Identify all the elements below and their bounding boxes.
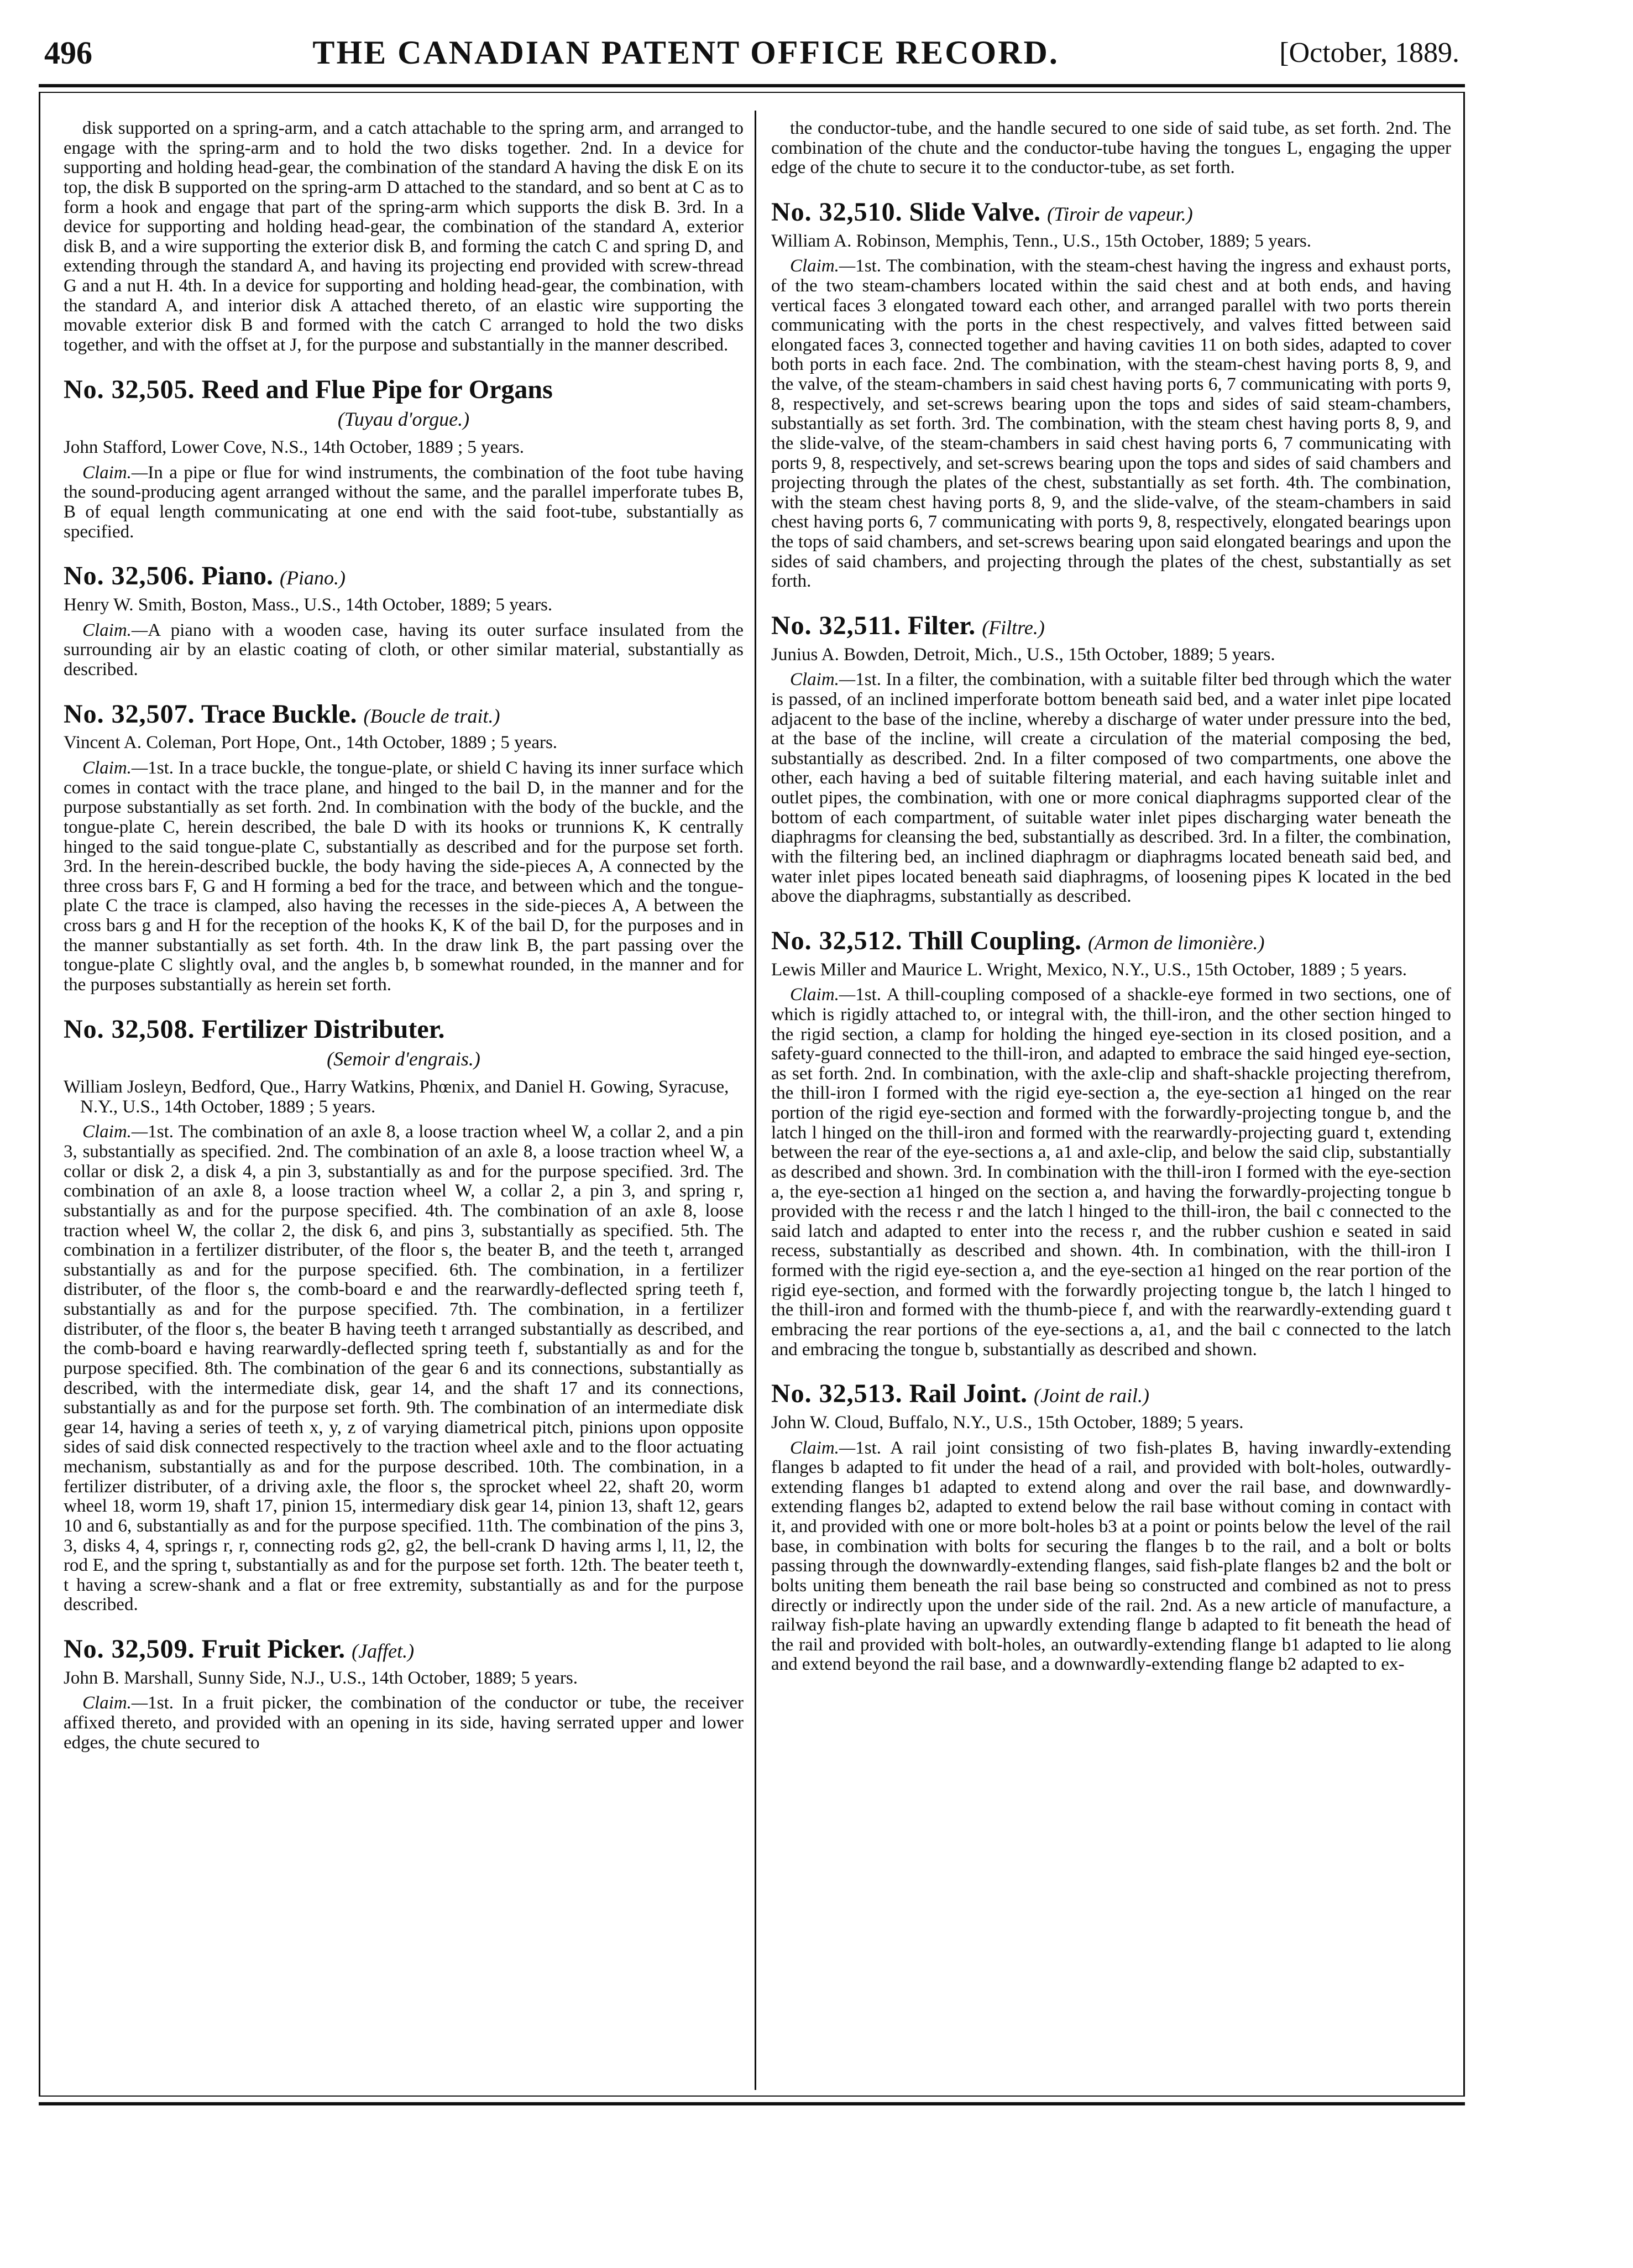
patent-number: No. 32,505. [64,374,195,404]
patentee-line: Junius A. Bowden, Detroit, Mich., U.S., 15th October, 1889; 5 years. [771,644,1275,665]
issue-date: [October, 1889. [1279,36,1459,69]
patent-entry [64,1635,744,1753]
patentee-line: John Stafford, Lower Cove, N.S., 14th October, 1889 ; 5 years. [64,437,525,458]
claim-body: 1st. A thill-coupling composed of a shackle-eye formed in two sections, one of which is rigidly attached to, or integral with, the thill-iron, and the other section hinged to the rigid section, a clamp for holding the hinged eye-section in its closed position, and a safety-guard connected to the thill-iron, and adapted to embrace the said hinged eye-section, as set forth. 2nd. In combination, with the axle-clip and shaft-shackle projecting therefrom, the thill-iron I formed with the rigid eye-section a, the eye-section a1 hinged on the rear portion of the rigid eye-section and formed with the forwardly-projecting tongue b, and the latch l hinged on the thill-iron and formed with the rearwardly-projecting guard t, extending between the rear of the eye-sections a, a1 and axle-clip, and below the said clip, substantially as described and shown. 3rd. In combination with the thill-iron I formed with the eye-section a, the eye-section a1 hinged on the section a, and having the forwardly-projecting tongue b provided with the recess r and the latch l hinged to the thill-iron, the bail c connected to the said latch and adapted to enter into the recess r, and the rubber cushion e seated in said recess, substantially as described and shown. 4th. In combination, with the thill-iron I formed with the rigid eye-section a, and the eye-section a1 hinged on the rear portion of the rigid eye-section, and formed with the forwardly projecting tongue b, the latch l hinged to the thill-iron and formed with the thumb-piece f, and with the rearwardly-extending guard t embracing the rear portions of the eye-sections a, a1, and the bail c connected to the latch and embracing the tongue b, substantially as described and shown. [771,985,1451,1360]
claim-label: Claim.— [790,985,856,1005]
patentee-line: Henry W. Smith, Boston, Mass., U.S., 14th October, 1889; 5 years. [64,595,553,615]
continuation-text: disk supported on a spring-arm, and a catch attachable to the spring arm, and arranged to engage with the spring-arm and to hold the two disks together. 2nd. In a device for supporting and holding head-gear, the combination of the standard A having the disk E on its top, the disk B supported on the spring-arm D attached to the standard, and so bent at C as to form a hook and engage that part of the spring-arm which supports the disk B. 3rd. In a device for supporting and holding head-gear, the combination of the standard A, exterior disk B, and a wire supporting the exterior disk B, and forming the catch C and spring D, and extending through the standard A, and having its projecting end provided with screw-thread G and a nut H. 4th. In a device for supporting and holding head-gear, the combination, with the standard A, and interior disk A attached thereto, of an elastic wire supporting the movable exterior disk B and formed with the catch C arranged to hold the two disks together, and with the offset at J, for the purpose and substantially in the manner described. [64,119,744,355]
claim-body: 1st. In a trace buckle, the tongue-plate, or shield C having its inner surface which comes in contact with the trace plane, and hinged to the bail D, in the manner and for the purpose substantially as set forth. 2nd. In combination with the body of the buckle, and the tongue-plate C, herein described, the bale D with its hooks or trunnions K, K centrally hinged to the said tongue-plate C, substantially as described and for the purpose set forth. 3rd. In the herein-described buckle, the body having the side-pieces A, A connected by the three cross bars F, G and H forming a bed for the trace, and between which and the tongue-plate C the trace is clamped, also having the recesses in the side-pieces A, A between the cross bars g and H for the reception of the hooks K, K of the bail D, for the purposes and in the manner substantially as set forth. 4th. In the draw link B, the part passing over the tongue-plate C slightly oval, and the angles b, b somewhat rounded, in the manner and for the purposes substantially as herein set forth. [64,758,744,995]
patent-title: Fertilizer Distributer. [201,1014,445,1044]
page-header [44,28,1459,77]
patent-title: Rail Joint. [909,1379,1028,1409]
claim-body: A piano with a wooden case, having its outer surface insulated from the surrounding air by an elastic coating of cloth, or other similar material, substantially as described. [64,620,744,680]
claim-label: Claim.— [790,256,856,276]
patent-title: Reed and Flue Pipe for Organs [201,374,553,404]
patent-entry [64,562,744,680]
claim-label: Claim.— [790,670,856,690]
patent-heading [771,198,1451,227]
frame-left [39,92,40,2096]
patent-list-right [771,198,1451,1675]
french-title: (Filtre.) [982,616,1045,639]
patent-heading [64,700,744,729]
header-rule-top [39,84,1465,87]
footer-rule-bottom [39,2102,1465,2105]
patent-title: Filter. [908,610,976,640]
claim-paragraph [771,670,1451,907]
patent-title: Fruit Picker. [201,1634,346,1664]
patent-number: No. 32,512. [771,926,903,955]
patentee-line: Vincent A. Coleman, Port Hope, Ont., 14th October, 1889 ; 5 years. [64,733,558,753]
patent-number: No. 32,507. [64,699,195,729]
left-column [64,119,744,2087]
claim-label: Claim.— [82,1693,148,1713]
claim-body: 1st. The combination, with the steam-chest having the ingress and exhaust ports, of the two steam-chambers located within the said chest and at both ends, and having vertical faces 3 elongated toward each other, and arranged parallel with two ports therein communicating with the ports in the chest respectively, and valves fitted between said elongated faces 3, connected together and having cavities 11 on both sides, adapted to cover both ports in each face. 2nd. The combination, with the steam-chest having ports 8, 9, and the valve, of the steam-chambers in said chest having ports 6, 7 communicating with ports 9, 8, respectively, and set-screws bearing upon the tops and sides of said steam-chambers, substantially as set forth. 3rd. The combination, with the steam chest having ports 8, 9, and the slide-valve, of the steam-chambers in said chest having ports 6, 7 communicating with ports 9, 8, respectively, and set-screws bearing upon the tops and sides of said chambers and projecting through the plates of the chest, substantially as set forth. 4th. The combination, with the steam chest having ports 8, 9, and the slide-valve, of the steam-chambers in said chest having ports 6, 7 communicating with ports 9, 8, respectively, elongated bearings upon the tops of said chambers, and set-screws bearing upon said elongated bearings and upon the sides of said chambers, and projecting through the plates of the chest, substantially as set forth. [771,256,1451,592]
french-title: (Armon de limonière.) [1087,931,1265,954]
footer-rule-top [39,2095,1465,2097]
claim-body: In a pipe or flue for wind instruments, the combination of the foot tube having the sound-producing agent arranged without the same, and the parallel imperforate tubes B, B of equal length communicating at one end with the said foot-tube, substantially as specified. [64,462,744,542]
patent-heading [64,375,744,405]
french-title: (Piano.) [280,567,346,589]
patentee-line: William A. Robinson, Memphis, Tenn., U.S., 15th October, 1889; 5 years. [771,231,1312,251]
patent-entry [64,375,744,542]
patent-number: No. 32,511. [771,610,902,640]
french-title: (Jaffet.) [352,1640,415,1663]
patentee-line: John W. Cloud, Buffalo, N.Y., U.S., 15th October, 1889; 5 years. [771,1412,1244,1433]
french-title: (Tiroir de vapeur.) [1047,202,1193,225]
claim-body: 1st. The combination of an axle 8, a loose traction wheel W, a collar 2, and a pin 3, substantially as specified. 2nd. The combination of an axle 8, a loose traction wheel W, a collar or disk 2, a disk 4, a pin 3, substantially as and for the purpose specified. 3rd. The combination of an axle 8, a loose traction wheel W, a collar 2, a pin 3, and spring r, substantially as and for the purpose specified. 4th. The combination of an axle 8, loose traction wheel W, the collar 2, the disk 6, and pins 3, substantially as specified. 5th. The combination in a fertilizer distributer, of the floor s, the beater B, and the teeth t, arranged substantially as and for the purpose specified. 6th. The combination, in a fertilizer distributer, of the floor s, the comb-board e and the rearwardly-deflected spring teeth f, substantially as and for the purpose specified. 7th. The combination, in a fertilizer distributer, of the floor s, the beater B having teeth t arranged substantially as described, and the comb-board e having rearwardly-deflected spring teeth f, substantially as and for the purpose specified. 8th. The combination of the gear 6 and its connections, substantially as described, with the intermediate disk, gear 14, and the shaft 17 and its connections, substantially as and for the purpose set forth. 9th. The combination of an intermediate disk gear 14, having a series of teeth x, y, z of varying diametrical pitch, pinions upon opposite sides of said disk connected respectively to the traction wheel axle and to the floor actuating mechanism, substantially as and for the purpose described. 10th. The combination, in a fertilizer distributer, of a driving axle, the floor s, the sprocket wheel 22, shaft 20, worm wheel 18, worm 19, shaft 17, pinion 15, intermediary disk gear 14, pinion 13, shaft 12, gears 10 and 6, substantially as and for the purpose specified. 11th. The combination of the pins 3, 3, disks 4, 4, springs r, r, connecting rods g2, g2, the bell-crank D having arms l, l1, l2, the rod E, and the spring t, substantially as and for the purpose set forth. 12th. The beater teeth t, t having a screw-shank and a flat or free extremity, substantially as and for the purpose described. [64,1122,744,1615]
claim-body: 1st. In a filter, the combination, with a suitable filter bed through which the water is passed, of an inclined imperforate bottom beneath said bed, and a water inlet pipe located adjacent to the base of the incline, whereby a discharge of water under pressure into the bed, at the base of the incline, will create a circulation of the material composing the bed, substantially as described. 2nd. In a filter composed of two compartments, one above the other, each having a bed of suitable filtering material, and each having suitable inlet and outlet pipes, the combination, with one or more conical diaphragms supported clear of the bottom of each compartment, of suitable water inlet pipes discharging water beneath the diaphragms for cleansing the bed, substantially as described. 3rd. In a filter, the combination, with the filtering bed, an inclined diaphragm or diaphragms located beneath said bed, and water inlet pipes located beneath said diaphragms, of loosening pipes K located in the bed above the diaphragms, substantially as described. [771,670,1451,907]
claim-label: Claim.— [82,462,148,483]
claim-label: Claim.— [82,620,148,640]
patent-heading [64,562,744,591]
patent-heading [64,1635,744,1664]
french-title: (Boucle de trait.) [363,704,500,727]
patent-title: Thill Coupling. [908,926,1081,955]
patent-number: No. 32,510. [771,197,903,227]
patent-number: No. 32,509. [64,1634,195,1664]
claim-label: Claim.— [82,758,148,778]
claim-paragraph [771,257,1451,592]
column-divider [755,111,756,2090]
claim-paragraph [64,1122,744,1615]
claim-paragraph [771,985,1451,1360]
patentee-line: Lewis Miller and Maurice L. Wright, Mexico, N.Y., U.S., 15th October, 1889 ; 5 years. [771,959,1407,980]
patent-title: Trace Buckle. [201,699,357,729]
patent-heading [771,1379,1451,1409]
patentee-line: William Josleyn, Bedford, Que., Harry Watkins, Phœnix, and Daniel H. Gowing, Syracuse, N.Y., U.S., 14th October, 1889 ; 5 years. [64,1077,729,1117]
patent-number: No. 32,506. [64,561,195,591]
claim-label: Claim.— [790,1438,856,1458]
patent-entry [771,612,1451,907]
patent-entry [64,1015,744,1616]
header-rule-bottom [39,92,1465,93]
claim-body: 1st. A rail joint consisting of two fish-plates B, having inwardly-extending flanges b adapted to fit under the head of a rail, and provided with bolt-holes, outwardly-extending flanges b1 adapted to extend along and over the rail base, and downwardly-extending flanges b2, adapted to extend below the rail base without coming in contact with it, and provided with one or more bolt-holes b3 at a point or points below the level of the rail base, in combination with bolts for securing the flanges b to the rail, and a bolt or bolts passing through the downwardly-extending flanges, said fish-plate flanges b2 and the bolt or bolts uniting them beneath the rail base being so constructed and combined as not to press directly or indirectly upon the under side of the rail. 2nd. As a new article of manufacture, a railway fish-plate having an upwardly extending flange b adapted to fit beneath the head of the rail and provided with bolt-holes, an outwardly-extending flange b1 adapted to lie along and extend beyond the rail base, and a downwardly-extending flange b2 adapted to ex- [771,1438,1451,1675]
claim-label: Claim.— [82,1122,148,1142]
patent-number: No. 32,508. [64,1014,195,1044]
claim-paragraph [64,759,744,995]
patent-heading [771,612,1451,641]
patent-heading [64,1015,744,1044]
patentee-line: John B. Marshall, Sunny Side, N.J., U.S., 14th October, 1889; 5 years. [64,1668,578,1688]
claim-paragraph [64,1694,744,1753]
patent-entry [64,700,744,995]
claim-paragraph [64,621,744,680]
claim-body: 1st. In a fruit picker, the combination of the conductor or tube, the receiver affixed thereto, and provided with an opening in its side, having serrated upper and lower edges, the chute secured to [64,1693,744,1753]
continuation-text: the conductor-tube, and the handle secured to one side of said tube, as set forth. 2nd. The combination of the chute and the conductor-tube having the tongues L, engaging the upper edge of the chute to secure it to the conductor-tube, as set forth. [771,119,1451,178]
patent-title: Slide Valve. [909,197,1041,227]
frame-right [1463,92,1465,2096]
french-title: (Semoir d'engrais.) [327,1048,480,1070]
patent-title: Piano. [201,561,274,591]
french-title: (Tuyau d'orgue.) [337,408,470,431]
claim-paragraph [64,463,744,542]
page-number: 496 [44,34,92,71]
right-column [771,119,1451,2087]
patent-number: No. 32,513. [771,1379,903,1409]
publication-title: THE CANADIAN PATENT OFFICE RECORD. [312,34,1059,71]
patent-heading [771,927,1451,956]
patent-entry [771,1379,1451,1675]
claim-paragraph [771,1439,1451,1675]
patent-list-left [64,375,744,1753]
french-title: (Joint de rail.) [1034,1384,1149,1407]
patent-entry [771,927,1451,1360]
patent-entry [771,198,1451,592]
